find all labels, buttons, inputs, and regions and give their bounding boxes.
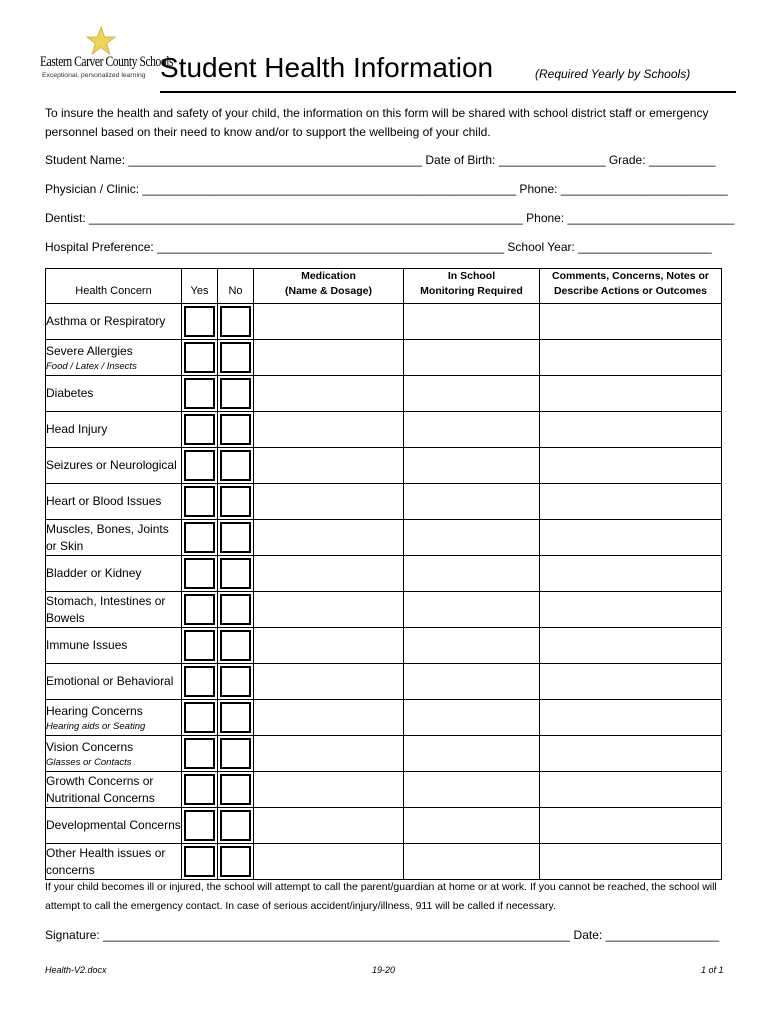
table-row — [46, 736, 722, 772]
header-monitoring-line2: Monitoring Required — [420, 285, 523, 297]
page-subtitle: (Required Yearly by Schools) — [535, 67, 691, 81]
medication-input-cell[interactable] — [254, 340, 404, 376]
table-row — [46, 700, 722, 736]
monitoring-input-cell[interactable] — [404, 808, 540, 844]
monitoring-input-cell[interactable] — [404, 772, 540, 808]
health-concern-cell — [46, 448, 182, 484]
no-checkbox[interactable] — [220, 486, 251, 517]
yes-checkbox[interactable] — [184, 774, 215, 805]
medication-input-cell[interactable] — [254, 484, 404, 520]
no-checkbox[interactable] — [220, 702, 251, 733]
yes-checkbox[interactable] — [184, 846, 215, 877]
yes-checkbox[interactable] — [184, 486, 215, 517]
health-concern-cell — [46, 520, 182, 556]
yes-checkbox[interactable] — [184, 630, 215, 661]
comments-input-cell[interactable] — [540, 340, 722, 376]
table-row — [46, 844, 722, 880]
health-concern-cell — [46, 628, 182, 664]
yes-cell — [182, 592, 218, 628]
monitoring-input-cell[interactable] — [404, 592, 540, 628]
footer-page-number: 1 of 1 — [701, 965, 724, 975]
yes-checkbox[interactable] — [184, 306, 215, 337]
header-medication — [254, 269, 404, 304]
comments-input-cell[interactable] — [540, 412, 722, 448]
table-row — [46, 520, 722, 556]
medication-input-cell[interactable] — [254, 520, 404, 556]
health-concern-label: Other Health issues or concerns — [46, 845, 166, 877]
health-concern-cell — [46, 844, 182, 880]
health-concern-label: Developmental Concerns — [46, 818, 181, 832]
table-row — [46, 772, 722, 808]
no-checkbox[interactable] — [220, 774, 251, 805]
yes-cell — [182, 700, 218, 736]
yes-checkbox[interactable] — [184, 522, 215, 553]
yes-cell — [182, 736, 218, 772]
yes-cell — [182, 664, 218, 700]
table-row — [46, 376, 722, 412]
no-cell — [218, 736, 254, 772]
no-checkbox[interactable] — [220, 738, 251, 769]
footer-filename: Health-V2.docx — [45, 965, 107, 975]
no-cell — [218, 304, 254, 340]
header-monitoring-line1: In School — [447, 270, 496, 282]
medication-input-cell[interactable] — [254, 304, 404, 340]
yes-cell — [182, 520, 218, 556]
yes-cell — [182, 484, 218, 520]
no-checkbox[interactable] — [220, 378, 251, 409]
monitoring-input-cell[interactable] — [404, 376, 540, 412]
yes-cell — [182, 340, 218, 376]
no-checkbox[interactable] — [220, 558, 251, 589]
medication-input-cell[interactable] — [254, 448, 404, 484]
medication-input-cell[interactable] — [254, 412, 404, 448]
health-concern-cell — [46, 304, 182, 340]
no-cell — [218, 412, 254, 448]
no-cell — [218, 448, 254, 484]
table-row — [46, 628, 722, 664]
comments-input-cell[interactable] — [540, 736, 722, 772]
health-concern-label: Diabetes — [46, 386, 94, 400]
comments-input-cell[interactable] — [540, 772, 722, 808]
no-cell — [218, 772, 254, 808]
yes-checkbox[interactable] — [184, 594, 215, 625]
health-concerns-table — [45, 268, 722, 880]
no-checkbox[interactable] — [220, 846, 251, 877]
header-comments — [540, 269, 722, 304]
comments-input-cell[interactable] — [540, 808, 722, 844]
medication-input-cell[interactable] — [254, 772, 404, 808]
table-row — [46, 556, 722, 592]
no-cell — [218, 700, 254, 736]
comments-input-cell[interactable] — [540, 628, 722, 664]
health-concern-cell — [46, 412, 182, 448]
comments-input-cell[interactable] — [540, 592, 722, 628]
no-cell — [218, 520, 254, 556]
health-concern-label: Vision Concerns — [46, 739, 134, 754]
table-row — [46, 484, 722, 520]
yes-checkbox[interactable] — [184, 558, 215, 589]
health-concern-label: Seizures or Neurological — [46, 458, 177, 472]
health-concern-cell — [46, 340, 182, 376]
health-concern-label: Head Injury — [46, 422, 108, 436]
no-checkbox[interactable] — [220, 810, 251, 841]
yes-cell — [182, 412, 218, 448]
no-checkbox[interactable] — [220, 306, 251, 337]
monitoring-input-cell[interactable] — [404, 664, 540, 700]
health-concern-cell — [46, 736, 182, 772]
monitoring-input-cell[interactable] — [404, 304, 540, 340]
comments-input-cell[interactable] — [540, 556, 722, 592]
yes-cell — [182, 376, 218, 412]
dentist-line[interactable]: Dentist: _________________________________________________________________ Phone: _________________________ — [45, 211, 735, 225]
comments-input-cell[interactable] — [540, 448, 722, 484]
yes-checkbox[interactable] — [184, 378, 215, 409]
yes-checkbox[interactable] — [184, 702, 215, 733]
monitoring-input-cell[interactable] — [404, 484, 540, 520]
signature-line[interactable]: Signature: ______________________________________________________________________ Date: _________________ — [45, 928, 720, 942]
no-cell — [218, 844, 254, 880]
monitoring-input-cell[interactable] — [404, 412, 540, 448]
title-bar — [160, 50, 736, 93]
monitoring-input-cell[interactable] — [404, 736, 540, 772]
hospital-line[interactable]: Hospital Preference: ____________________________________________________ School Year: ____________________ — [45, 240, 712, 254]
page-title: Student Health Information — [160, 52, 494, 83]
health-concern-cell — [46, 556, 182, 592]
health-concern-label: Immune Issues — [46, 638, 128, 652]
intro-text: To insure the health and safety of your child, the information on this form will be shared with school district staff or emergency personnel based on their need to know and/or to support the wellbeing of your child. — [45, 106, 709, 139]
medication-input-cell[interactable] — [254, 628, 404, 664]
yes-checkbox[interactable] — [184, 342, 215, 373]
table-row — [46, 592, 722, 628]
health-concern-note: Hearing aids or Seating — [46, 720, 146, 732]
health-concern-cell — [46, 592, 182, 628]
health-concern-cell — [46, 700, 182, 736]
emergency-note: If your child becomes ill or injured, the school will attempt to call the parent/guardian at home or at work. If you cannot be reached, the school will attempt to call the emergency contact. In case of serious accident/injury/illness, 911 will be called if necessary. — [45, 881, 717, 912]
no-cell — [218, 664, 254, 700]
table-row — [46, 412, 722, 448]
yes-checkbox[interactable] — [184, 666, 215, 697]
health-concern-label: Asthma or Respiratory — [46, 314, 166, 328]
header-no: No — [218, 269, 254, 304]
health-concern-cell — [46, 484, 182, 520]
header-monitoring — [404, 269, 540, 304]
no-checkbox[interactable] — [220, 342, 251, 373]
yes-checkbox[interactable] — [184, 450, 215, 481]
medication-input-cell[interactable] — [254, 736, 404, 772]
table-row — [46, 664, 722, 700]
health-concern-label: Severe Allergies — [46, 343, 133, 358]
header-comments-line1: Comments, Concerns, Notes or — [552, 270, 709, 282]
comments-input-cell[interactable] — [540, 844, 722, 880]
health-concern-label: Heart or Blood Issues — [46, 494, 162, 508]
comments-input-cell[interactable] — [540, 520, 722, 556]
footer-year: 19-20 — [372, 965, 396, 975]
health-concern-note: Glasses or Contacts — [46, 756, 132, 768]
table-row — [46, 448, 722, 484]
medication-input-cell[interactable] — [254, 808, 404, 844]
star-icon — [86, 26, 116, 56]
health-concern-cell — [46, 664, 182, 700]
comments-input-cell[interactable] — [540, 664, 722, 700]
health-concern-cell — [46, 772, 182, 808]
no-checkbox[interactable] — [220, 450, 251, 481]
no-checkbox[interactable] — [220, 414, 251, 445]
yes-cell — [182, 556, 218, 592]
health-concern-label: Hearing Concerns — [46, 703, 143, 718]
health-concern-label: Emotional or Behavioral — [46, 674, 174, 688]
logo-tagline: Exceptional, personalized learning — [42, 72, 146, 79]
comments-input-cell[interactable] — [540, 376, 722, 412]
health-concern-cell — [46, 808, 182, 844]
header-yes: Yes — [182, 269, 218, 304]
monitoring-input-cell[interactable] — [404, 628, 540, 664]
yes-checkbox[interactable] — [184, 738, 215, 769]
no-checkbox[interactable] — [220, 522, 251, 553]
table-header-row — [46, 269, 722, 304]
monitoring-input-cell[interactable] — [404, 520, 540, 556]
medication-input-cell[interactable] — [254, 844, 404, 880]
no-checkbox[interactable] — [220, 594, 251, 625]
header-health-concern: Health Concern — [46, 269, 182, 304]
no-cell — [218, 592, 254, 628]
no-checkbox[interactable] — [220, 630, 251, 661]
no-checkbox[interactable] — [220, 666, 251, 697]
yes-cell — [182, 844, 218, 880]
monitoring-input-cell[interactable] — [404, 556, 540, 592]
comments-input-cell[interactable] — [540, 304, 722, 340]
yes-cell — [182, 808, 218, 844]
yes-cell — [182, 772, 218, 808]
monitoring-input-cell[interactable] — [404, 448, 540, 484]
no-cell — [218, 376, 254, 412]
header-medication-line1: Medication — [301, 270, 356, 282]
logo-name: Eastern Carver County Schools — [40, 54, 174, 70]
header-medication-line2: (Name & Dosage) — [285, 285, 372, 297]
table-row — [46, 304, 722, 340]
health-concern-cell — [46, 376, 182, 412]
health-concern-note: Food / Latex / Insects — [46, 360, 137, 372]
health-concern-label: Muscles, Bones, Joints or Skin — [46, 521, 169, 553]
no-cell — [218, 628, 254, 664]
student-info-line[interactable]: Student Name: ____________________________________________ Date of Birth: ________________ Grade: __________ — [45, 153, 716, 167]
monitoring-input-cell[interactable] — [404, 844, 540, 880]
no-cell — [218, 484, 254, 520]
health-concern-label: Bladder or Kidney — [46, 566, 142, 580]
health-concern-label: Growth Concerns or Nutritional Concerns — [46, 773, 155, 805]
header-comments-line2: Describe Actions or Outcomes — [553, 285, 708, 297]
comments-input-cell[interactable] — [540, 700, 722, 736]
physician-line[interactable]: Physician / Clinic: ________________________________________________________ Phone: _________________________ — [45, 182, 728, 196]
district-logo — [40, 26, 174, 86]
no-cell — [218, 556, 254, 592]
medication-input-cell[interactable] — [254, 664, 404, 700]
no-cell — [218, 808, 254, 844]
table-row — [46, 340, 722, 376]
medication-input-cell[interactable] — [254, 376, 404, 412]
monitoring-input-cell[interactable] — [404, 700, 540, 736]
yes-checkbox[interactable] — [184, 414, 215, 445]
medication-input-cell[interactable] — [254, 556, 404, 592]
medication-input-cell[interactable] — [254, 592, 404, 628]
yes-checkbox[interactable] — [184, 810, 215, 841]
comments-input-cell[interactable] — [540, 484, 722, 520]
table-row — [46, 808, 722, 844]
yes-cell — [182, 304, 218, 340]
monitoring-input-cell[interactable] — [404, 340, 540, 376]
health-concern-label: Stomach, Intestines or Bowels — [46, 593, 166, 625]
medication-input-cell[interactable] — [254, 700, 404, 736]
yes-cell — [182, 448, 218, 484]
no-cell — [218, 340, 254, 376]
yes-cell — [182, 628, 218, 664]
